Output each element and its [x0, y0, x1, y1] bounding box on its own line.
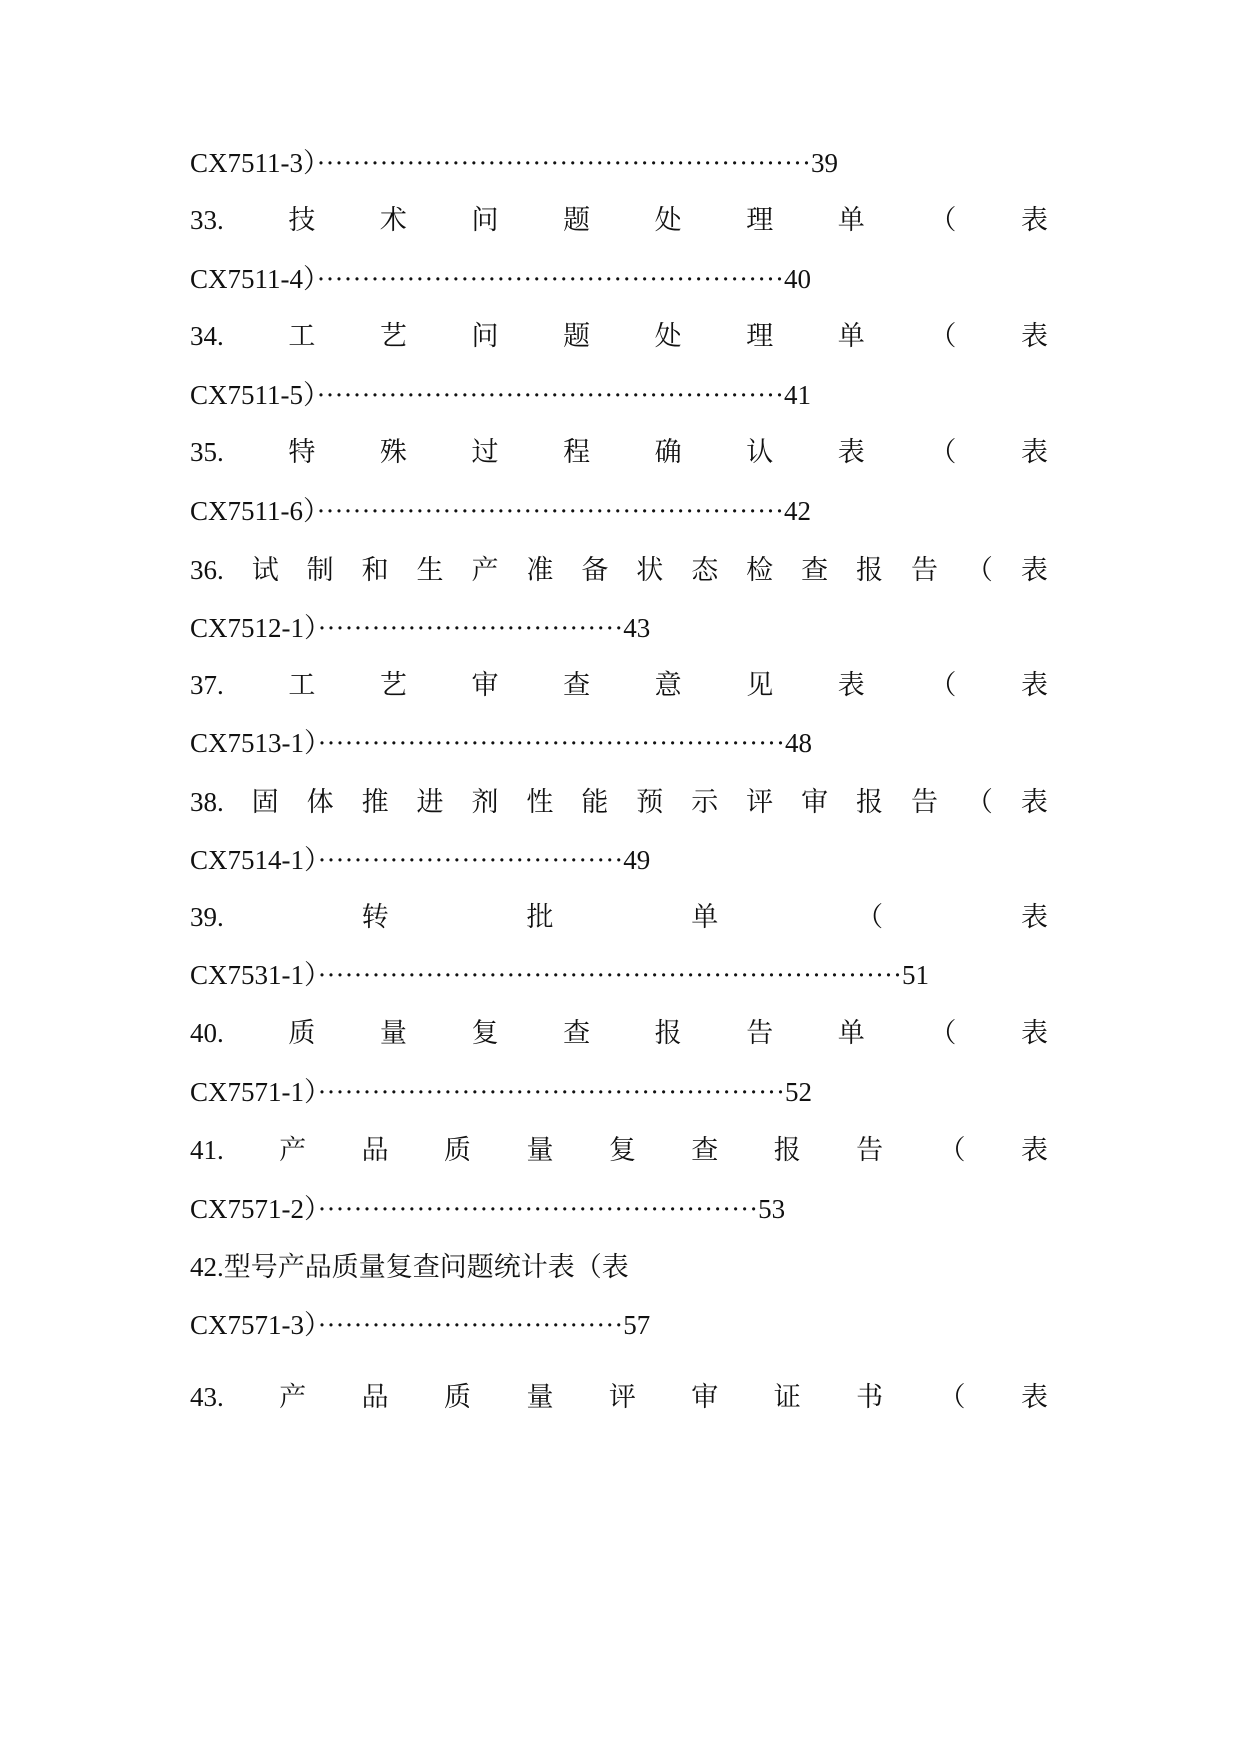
toc-entry-char: 问: [471, 205, 499, 235]
toc-entry-char: 处: [654, 205, 682, 235]
toc-entry-char: 表: [1020, 1018, 1048, 1048]
toc-entry-char: 质: [288, 1018, 316, 1048]
toc-entry-char: 表: [1020, 205, 1048, 235]
toc-leader-dots: ····················································: [316, 264, 785, 294]
toc-entry-char: 审: [801, 787, 829, 817]
toc-entry-char: 体: [306, 787, 334, 817]
toc-entry-char: 进: [416, 787, 444, 817]
toc-entry-char: 固: [251, 787, 279, 817]
toc-table-code: CX7571-2）: [190, 1194, 318, 1224]
toc-entry-title: [190, 782, 1048, 822]
toc-entry-title: [190, 316, 1048, 356]
toc-entry-number: 34.: [190, 321, 224, 351]
toc-table-code: CX7511-4）: [190, 264, 317, 294]
toc-entry-char: 处: [654, 321, 682, 351]
toc-entry-char: （: [929, 321, 957, 351]
toc-table-code: CX7512-1）: [190, 613, 318, 643]
toc-entry-char: 题: [563, 321, 591, 351]
toc-table-code: CX7531-1）: [190, 960, 318, 990]
toc-code-line: [190, 723, 1048, 763]
toc-entry-char: 艺: [379, 321, 407, 351]
toc-leader-dots: ····················································: [316, 496, 785, 526]
toc-entry-char: 复: [471, 1018, 499, 1048]
toc-entry-char: （: [965, 787, 993, 817]
toc-entry-title: [190, 432, 1048, 472]
toc-entry-char: 报: [654, 1018, 682, 1048]
toc-entry-title: [190, 1013, 1048, 1053]
toc-entry-number: 40.: [190, 1018, 224, 1048]
toc-entry-title: [190, 1130, 1048, 1170]
toc-code-line: [190, 259, 1048, 299]
toc-entry-title: [190, 897, 1048, 937]
toc-page-number: 39: [811, 148, 839, 178]
toc-leader-dots: ·································································: [317, 960, 902, 990]
toc-entry-char: 工: [288, 670, 316, 700]
toc-entry-char: 意: [654, 670, 682, 700]
toc-entry-char: 表: [1020, 555, 1048, 585]
toc-entry-char: 评: [608, 1382, 636, 1412]
toc-entry-char: 工: [288, 321, 316, 351]
toc-entry-char: 单: [837, 205, 865, 235]
toc-entry-char: 量: [526, 1382, 554, 1412]
toc-entry-char: 表: [1020, 1382, 1048, 1412]
toc-table-code: CX7571-1）: [190, 1077, 318, 1107]
toc-entry-char: 批: [526, 902, 554, 932]
toc-entry-char: 产: [279, 1135, 307, 1165]
toc-page-number: 57: [623, 1310, 651, 1340]
toc-entry-char: 检: [746, 555, 774, 585]
toc-entry-title: [190, 550, 1048, 590]
toc-entry-char: 备: [581, 555, 609, 585]
toc-entry-char: 告: [856, 1135, 884, 1165]
toc-entry-char: 查: [563, 670, 591, 700]
toc-code-line: [190, 1072, 1048, 1112]
toc-page-number: 52: [785, 1077, 813, 1107]
toc-entry-char: 单: [837, 321, 865, 351]
toc-entry-char: 技: [288, 205, 316, 235]
toc-entry-char: 态: [691, 555, 719, 585]
toc-page-number: 53: [758, 1194, 786, 1224]
toc-entry-char: 术: [379, 205, 407, 235]
toc-entry-char: （: [929, 670, 957, 700]
toc-entry-char: （: [929, 437, 957, 467]
toc-page-number: 51: [901, 960, 929, 990]
toc-entry-number: 43.: [190, 1382, 224, 1412]
toc-entry-char: 示: [691, 787, 719, 817]
toc-entry-char: 量: [526, 1135, 554, 1165]
toc-entry-char: 告: [910, 787, 938, 817]
toc-entry-char: 证: [773, 1382, 801, 1412]
toc-table-code: CX7571-3）: [190, 1310, 318, 1340]
toc-entry-char: 程: [563, 437, 591, 467]
toc-entry-char: 品: [361, 1135, 389, 1165]
toc-table-code: CX7514-1）: [190, 845, 318, 875]
toc-entry-number: 37.: [190, 670, 224, 700]
toc-entry-char: 报: [856, 787, 883, 817]
toc-page-number: 41: [784, 380, 812, 410]
toc-entry-char: 报: [773, 1135, 801, 1165]
toc-entry-char: 问: [471, 321, 499, 351]
toc-code-line: [190, 375, 1048, 415]
toc-entry-char: 查: [691, 1135, 719, 1165]
toc-entry-char: 单: [691, 902, 719, 932]
toc-leader-dots: ··································: [317, 1310, 624, 1340]
toc-leader-dots: ··································: [317, 845, 624, 875]
toc-entry-char: 质: [444, 1382, 472, 1412]
toc-entry-char: （: [938, 1135, 966, 1165]
toc-entry-number: 33.: [190, 205, 224, 235]
toc-entry-char: 表: [837, 670, 865, 700]
toc-entry-number: 38.: [190, 787, 224, 817]
toc-entry-char: 产: [279, 1382, 307, 1412]
toc-entry-char: 质: [444, 1135, 472, 1165]
toc-leader-dots: ····················································: [317, 728, 786, 758]
toc-entry-char: 准: [526, 555, 554, 585]
toc-entry-char: 表: [1020, 437, 1048, 467]
toc-leader-dots: ····················································: [317, 1077, 786, 1107]
toc-entry-char: 推: [361, 787, 389, 817]
toc-page-number: 48: [785, 728, 813, 758]
toc-entry-char: 表: [1020, 321, 1048, 351]
toc-code-line: [190, 608, 1048, 648]
toc-entry-char: （: [929, 205, 957, 235]
toc-entry-char: 报: [856, 555, 883, 585]
toc-entry-char: 告: [746, 1018, 774, 1048]
toc-entry-number: 36.: [190, 555, 224, 585]
toc-entry-char: 殊: [379, 437, 407, 467]
toc-page-number: 43: [623, 613, 651, 643]
toc-entry-char: 生: [416, 555, 444, 585]
toc-entry-title: [190, 665, 1048, 705]
toc-entry-char: 题: [563, 205, 591, 235]
toc-entry-char: 评: [746, 787, 774, 817]
toc-code-line: [190, 955, 1048, 995]
toc-entry-char: 告: [910, 555, 938, 585]
toc-entry-char: 理: [746, 321, 774, 351]
toc-entry-char: 查: [563, 1018, 591, 1048]
toc-entry-char: 表: [1020, 670, 1048, 700]
toc-leader-dots: ·······················································: [316, 148, 812, 178]
toc-page-number: 42: [784, 496, 812, 526]
toc-code-line: [190, 491, 1048, 531]
toc-code-line: [190, 840, 1048, 880]
toc-entry-char: 理: [746, 205, 774, 235]
toc-code-line: [190, 1305, 1048, 1345]
toc-page-number: 40: [784, 264, 812, 294]
toc-code-line: [190, 143, 1048, 183]
toc-entry-number: 41.: [190, 1135, 224, 1165]
toc-entry-char: （: [929, 1018, 957, 1048]
toc-code-line: [190, 1189, 1048, 1229]
toc-entry-char: 制: [306, 555, 334, 585]
toc-table-code: CX7513-1）: [190, 728, 318, 758]
toc-entry-char: 认: [746, 437, 774, 467]
toc-entry-char: 性: [526, 787, 554, 817]
toc-entry-char: 见: [746, 670, 774, 700]
toc-entry-char: 能: [581, 787, 609, 817]
toc-entry-char: （: [965, 555, 993, 585]
toc-page-number: 49: [623, 845, 651, 875]
toc-table-code: CX7511-3）: [190, 148, 317, 178]
toc-entry-char: 复: [608, 1135, 636, 1165]
toc-entry-char: 书: [856, 1382, 884, 1412]
toc-entry-char: 状: [636, 555, 664, 585]
toc-entry-char: 特: [288, 437, 316, 467]
toc-entry-char: 品: [361, 1382, 389, 1412]
toc-entry-title: [190, 1377, 1048, 1417]
toc-entry-char: 表: [1020, 787, 1048, 817]
toc-entry-char: 审: [471, 670, 499, 700]
toc-entry-char: 试: [251, 555, 279, 585]
toc-entry-title: 42.型号产品质量复查问题统计表（表: [190, 1252, 629, 1282]
toc-entry-char: 确: [654, 437, 682, 467]
toc-entry-char: 转: [361, 902, 389, 932]
toc-table-code: CX7511-5）: [190, 380, 317, 410]
toc-leader-dots: ··································: [317, 613, 624, 643]
toc-leader-dots: ·················································: [317, 1194, 759, 1224]
toc-entry-char: 艺: [379, 670, 407, 700]
toc-entry-char: 预: [636, 787, 664, 817]
toc-entry-char: 表: [1020, 1135, 1048, 1165]
toc-table-code: CX7511-6）: [190, 496, 317, 526]
toc-entry-char: 表: [1020, 902, 1048, 932]
toc-entry-char: （: [856, 902, 884, 932]
toc-entry-char: 表: [837, 437, 865, 467]
toc-entry-char: 查: [801, 555, 829, 585]
toc-entry-char: 和: [361, 555, 389, 585]
toc-entry-number: 35.: [190, 437, 224, 467]
toc-entry-number: 39.: [190, 902, 224, 932]
toc-entry-char: 审: [691, 1382, 719, 1412]
toc-entry-char: （: [938, 1382, 966, 1412]
toc-entry-char: 产: [471, 555, 499, 585]
toc-entry-char: 过: [471, 437, 499, 467]
toc-leader-dots: ····················································: [316, 380, 785, 410]
toc-entry-char: 单: [837, 1018, 865, 1048]
toc-entry-char: 剂: [471, 787, 499, 817]
toc-entry-char: 量: [379, 1018, 407, 1048]
toc-entry-title: [190, 200, 1048, 240]
